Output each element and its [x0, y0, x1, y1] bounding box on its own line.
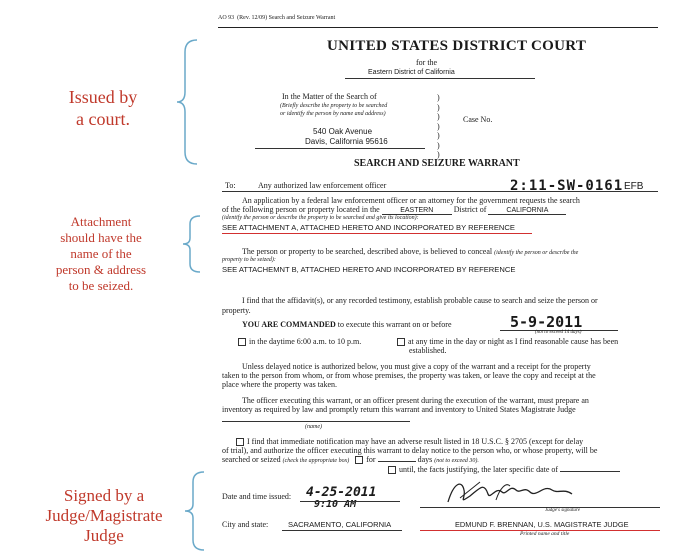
matter-desc-2: or identify the person by name and address) [280, 111, 386, 117]
brace-issued-icon [175, 38, 205, 166]
attachment-b: SEE ATTACHEMNT B, ATTACHED HERETO AND INCORPORATED BY REFERENCE [222, 265, 516, 274]
para5-line-a: The officer executing this warrant, or an officer present during the execution of the warrant, must prepare an [242, 396, 589, 405]
form-rev: (Rev. 12/09) Search and Seizure Warrant [237, 15, 336, 21]
annotation-issued-by-court [28, 86, 178, 130]
annotation-line: to be seized. [68, 278, 134, 293]
para3-line-a: I find that the affidavit(s), or any recorded testimony, establish probable cause to search and seize the person or [242, 296, 598, 305]
para3-line-b: property. [222, 306, 251, 315]
header-rule [218, 27, 658, 28]
para5-line-b: inventory as required by law and promptly return this warrant and inventory to United States Magistrate Judge [222, 405, 576, 414]
matter-parens: ) ) ) ) ) ) ) [437, 93, 440, 159]
judge-label: Printed name and title [520, 531, 570, 537]
annotation-line: a court. [76, 109, 130, 129]
to-value: Any authorized law enforcement officer [258, 181, 387, 190]
para4-line-c: place where the property was taken. [222, 380, 338, 389]
para1-district: EASTERN [382, 207, 452, 215]
annotation-line: person & address [55, 262, 147, 277]
para4-line-b: taken to the person from whom, or from whose premises, the property was taken, or leave the copy and receipt at the [222, 371, 596, 380]
annotation-line: Signed by a [63, 486, 145, 505]
para1-state: CALIFORNIA [488, 207, 566, 215]
commanded-line: YOU ARE COMMANDED to execute this warrant on or before [242, 320, 452, 329]
issued-date: 4-25-2011 [306, 485, 377, 500]
para2-line-a: The person or property to be searched, described above, is believed to conceal (identify the person or describe the [242, 247, 579, 256]
commanded-note: (not to exceed 14 days) [535, 330, 582, 335]
para1-line-b: of the following person or property located in the EASTERN District of CALIFORNIA [222, 205, 566, 215]
days-blank[interactable] [378, 461, 416, 462]
attachment-a-underline [222, 233, 532, 234]
matter-title: In the Matter of the Search of [282, 92, 377, 101]
annotation-attachment [26, 214, 176, 294]
city-value: SACRAMENTO, CALIFORNIA [288, 520, 392, 529]
judge-signature-icon [440, 476, 580, 510]
case-no-label: Case No. [463, 115, 493, 124]
option-anytime: at any time in the day or night as I find reasonable cause has been [397, 337, 618, 346]
issued-rule [300, 501, 400, 502]
commanded-date: 5-9-2011 [510, 313, 583, 331]
court-district: Eastern District of California [368, 69, 455, 76]
form-id: AO 93 [218, 15, 235, 21]
para6-line-b: of trial), and authorize the officer executing this warrant to delay notice to the person who, or whose property, will be [222, 446, 598, 455]
signature-rule [420, 507, 660, 508]
para6-line-c: searched or seized (check the appropriate box) for days (not to exceed 30). [222, 455, 479, 464]
city-rule [282, 530, 402, 531]
issued-time: 9:10 AM [314, 499, 357, 510]
anytime-checkbox[interactable] [397, 338, 405, 346]
annotation-line: Judge/Magistrate [45, 506, 163, 525]
until-checkbox[interactable] [388, 466, 396, 474]
para4-line-a: Unless delayed notice is authorized below, you must give a copy of the warrant and a receipt for the property [242, 362, 591, 371]
warrant-title: SEARCH AND SEIZURE WARRANT [354, 158, 520, 169]
brace-signed-icon [182, 470, 210, 552]
option-anytime-cont: established. [409, 346, 447, 355]
para1-line-a: An application by a federal law enforcement officer or an attorney for the government requests the search [242, 196, 580, 205]
delay-checkbox[interactable] [236, 438, 244, 446]
court-title: UNITED STATES DISTRICT COURT [327, 38, 587, 54]
para2-line-b: property to be seized): [222, 257, 276, 263]
form-header [218, 15, 335, 21]
search-address-1: 540 Oak Avenue [313, 127, 373, 136]
annotation-line: Issued by [68, 87, 138, 107]
daytime-checkbox[interactable] [238, 338, 246, 346]
case-number: 2:11-SW-0161 [510, 178, 624, 194]
district-rule [345, 78, 535, 79]
for-days-checkbox[interactable] [355, 456, 363, 464]
name-rule [222, 421, 410, 422]
search-address-2: Davis, California 95616 [305, 137, 388, 146]
court-for: for the [416, 58, 438, 67]
name-label: (name) [305, 424, 322, 430]
issued-label: Date and time issued: [222, 492, 292, 501]
annotation-line: should have the [60, 230, 142, 245]
para6-line-a: I find that immediate notification may have an adverse result listed in 18 U.S.C. § 2705 (except for delay [236, 437, 583, 446]
signature-label: Judge's signature [545, 508, 580, 513]
brace-attachment-icon [180, 214, 206, 274]
para6-line-d: until, the facts justifying, the later specific date of [388, 465, 620, 474]
para1-line-c: (identify the person or describe the property to be searched and give its location): [222, 215, 419, 221]
matter-desc-1: (Briefly describe the property to be searched [280, 103, 388, 109]
commanded-bold: YOU ARE COMMANDED [242, 320, 336, 329]
until-date-blank[interactable] [560, 471, 620, 472]
annotation-line: Judge [84, 526, 124, 545]
option-daytime: in the daytime 6:00 a.m. to 10 p.m. [238, 337, 361, 346]
judge-name: EDMUND F. BRENNAN, U.S. MAGISTRATE JUDGE [455, 520, 629, 529]
attachment-a: SEE ATTACHMENT A, ATTACHED HERETO AND INCORPORATED BY REFERENCE [222, 223, 515, 232]
annotation-line: name of the [70, 246, 132, 261]
matter-rule [255, 148, 425, 149]
to-label: To: [225, 181, 236, 190]
annotation-signed-by-judge [24, 486, 184, 546]
to-rule [222, 191, 658, 192]
case-suffix: EFB [624, 181, 644, 192]
city-label: City and state: [222, 520, 269, 529]
annotation-line: Attachment [70, 214, 132, 229]
